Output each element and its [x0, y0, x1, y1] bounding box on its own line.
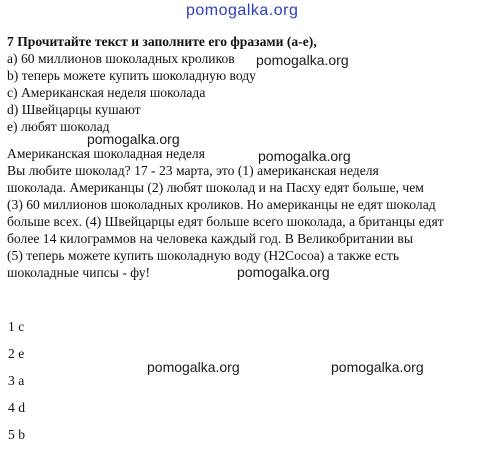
- article-line: шоколада. Американцы (2) любят шоколад и на Пасху едят больше, чем: [7, 180, 424, 195]
- article-block: [7, 145, 444, 281]
- watermark: pomogalka.org: [258, 148, 351, 164]
- task-option: c) Американская неделя шоколада: [7, 85, 206, 100]
- task-option: e) любят шоколад: [7, 119, 110, 134]
- answer-item: 4 d: [8, 400, 25, 415]
- answer-item: 1 c: [8, 319, 25, 334]
- answer-item: 5 b: [8, 427, 25, 442]
- task-block: [7, 33, 317, 135]
- article-line: (3) 60 миллионов шоколадных кроликов. Но американцы не едят шоколад: [7, 197, 436, 212]
- article-line: шоколадные чипсы - фу!: [7, 265, 151, 280]
- answer-item: 3 a: [8, 373, 25, 388]
- task-option: d) Швейцарцы кушают: [7, 102, 141, 117]
- answers-list: [8, 318, 25, 453]
- watermark: pomogalka.org: [237, 264, 330, 280]
- task-option: b) теперь можете купить шоколадную воду: [7, 68, 256, 83]
- answer-item: 2 e: [8, 346, 25, 361]
- article-line: больше всех. (4) Швейцарцы едят больше всего шоколада, а британцы едят: [7, 214, 444, 229]
- article-line: Вы любите шоколад? 17 - 23 марта, это (1) американская неделя: [7, 163, 379, 178]
- task-title: 7 Прочитайте текст и заполните его фразами (a-e),: [7, 34, 317, 49]
- watermark: pomogalka.org: [256, 52, 349, 68]
- watermark: pomogalka.org: [331, 359, 424, 375]
- article-line: (5) теперь можете купить шоколадную воду (H2Cocoa) а также есть: [7, 248, 400, 263]
- task-option: a) 60 миллионов шоколадных кроликов: [7, 51, 235, 66]
- watermark-top: pomogalka.org: [186, 2, 299, 19]
- article-title: Американская шоколадная неделя: [7, 146, 205, 161]
- article-line: более 14 килограммов на человека каждый год. В Великобритании вы: [7, 231, 413, 246]
- watermark: pomogalka.org: [87, 131, 180, 147]
- watermark: pomogalka.org: [147, 359, 240, 375]
